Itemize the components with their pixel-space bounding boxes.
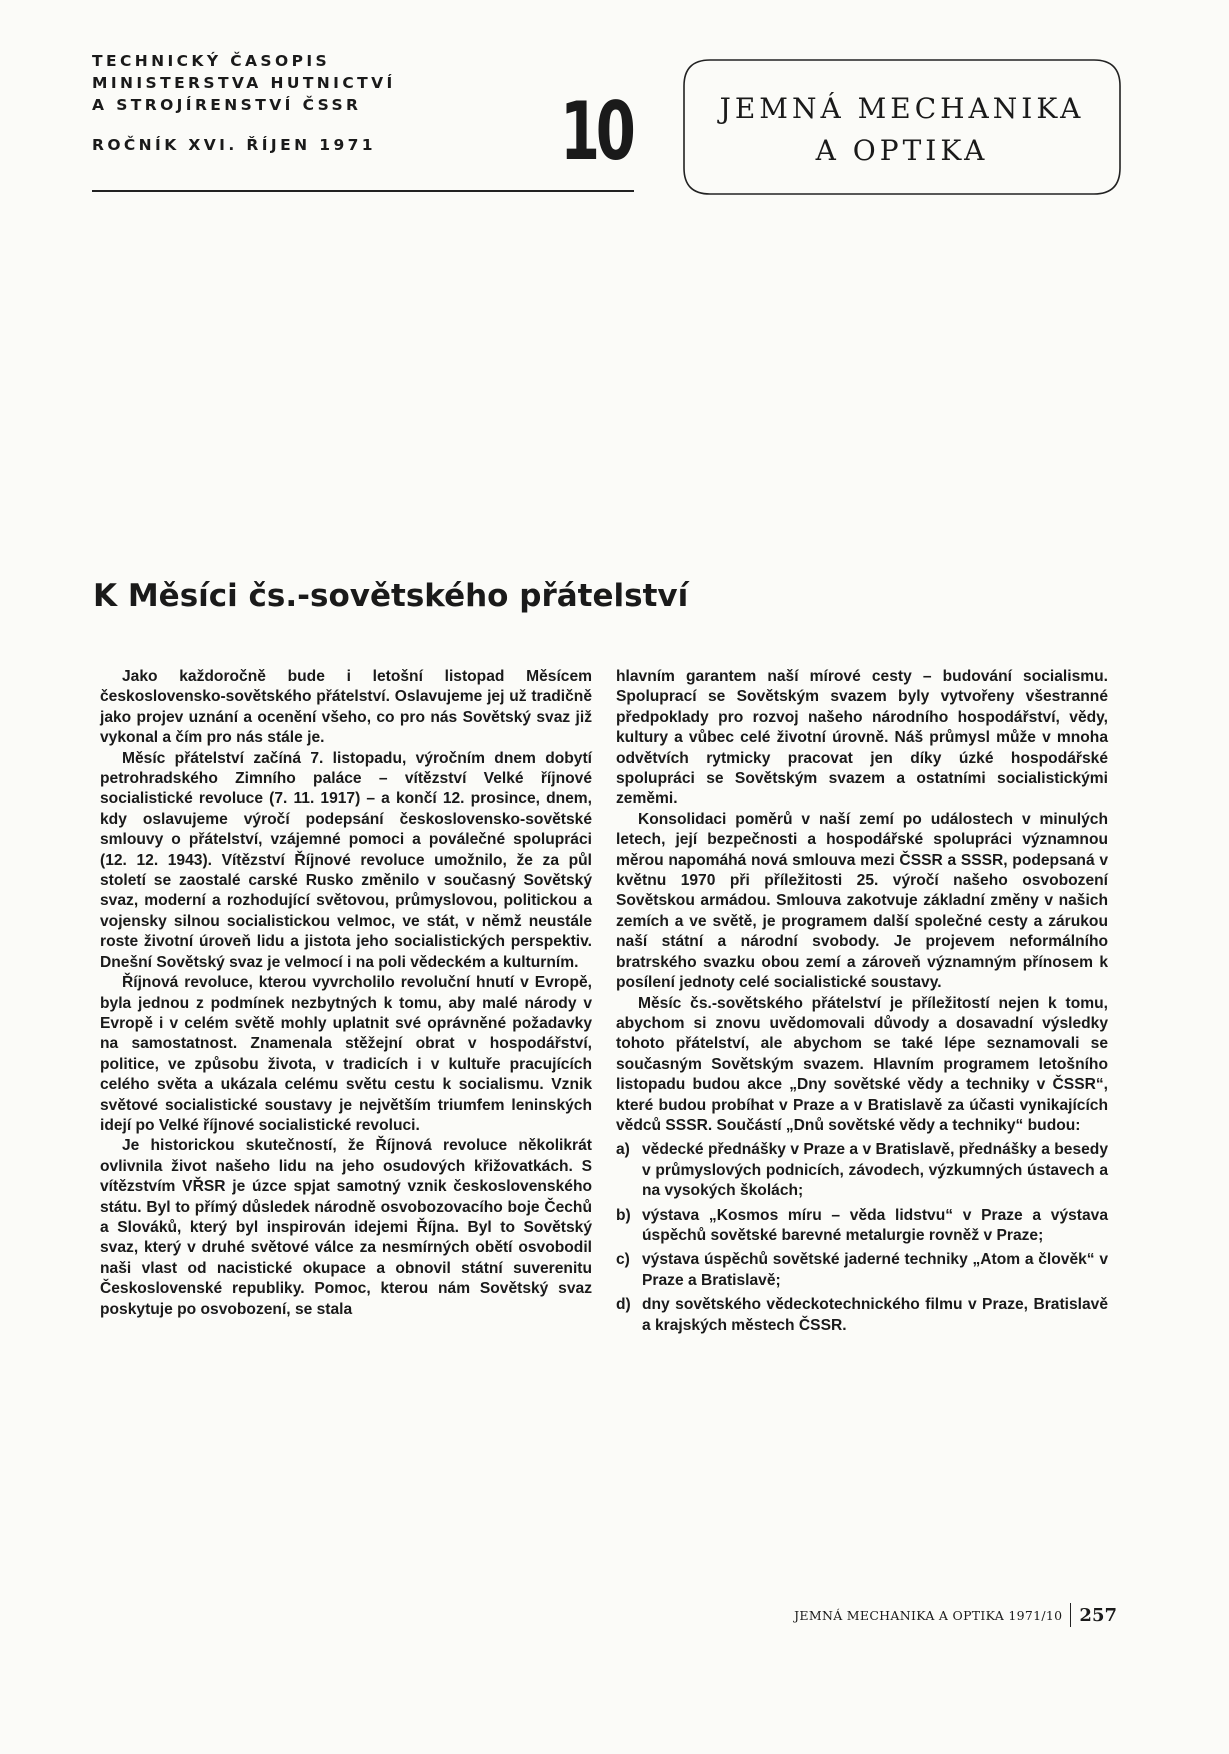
list-item [616, 1140, 1108, 1201]
paragraph: Měsíc čs.-sovětského přátelství je příležitostí nejen k tomu, abychom si znovu uvědomovali důvody a dosavadní výsledky tohoto přátelství, ale abychom se také lépe seznamovali se současným Sovětským svazem. Hlavním programem letošního listopadu budou akce „Dny sovětské vědy a techniky v ČSSR“, které budou probíhat v Praze a v Bratislavě za účasti vynikajících vědců SSSR. Součástí „Dnů sovětské vědy a techniky“ budou: [616, 994, 1108, 1134]
paragraph: Konsolidaci poměrů v naší zemí po událostech v minulých letech, její bezpečnosti a hospodářské spolupráci významnou měrou napomáhá nová smlouva mezi ČSSR a SSSR, podepsaná v květnu 1970 při příležitosti 25. výročí našeho osvobození Sovětskou armádou. Smlouva zakotvuje základní změny v našich zemích a ve světě, je programem další společné cesty a zárukou naší státní a národní svobody. Je projevem neformálního bratrského svazku obou zemí a zároveň významným přínosem k posílení jednoty celé socialistické soustavy. [616, 810, 1108, 992]
list-text: výstava „Kosmos míru – věda lidstvu“ v Praze a výstava úspěchů sovětské barevné metalurgie rovněž v Praze; [642, 1206, 1108, 1244]
list-item [616, 1295, 1108, 1336]
journal-title [680, 88, 1124, 172]
footer-journal: JEMNÁ MECHANIKA A OPTIKA 1971/10 [794, 1607, 1063, 1623]
paragraph: Jako každoročně bude i letošní listopad Měsícem československo-sovětského přátelství. Oslavujeme jej už tradičně jako projev uznání a ocenění všeho, co pro nás Sovětský svaz již vykonal a čím pro nás stále je. [100, 668, 592, 747]
issue-number: 10 [560, 85, 632, 178]
journal-title-box [680, 56, 1124, 198]
list-text: výstava úspěchů sovětské jaderné techniky „Atom a člověk“ v Praze a Bratislavě; [642, 1251, 1108, 1289]
paragraph: Říjnová revoluce, kterou vyvrcholilo revoluční hnutí v Evropě, byla jednou z podmínek nezbytných k tomu, aby malé národy v Evropě i v celém světě mohly uplatnit své oprávněné požadavky na samostatnost. Znamenala stěžejní obrat v hospodářství, politice, ve způsobu života, v tradicích i v kultuře pracujících celého světa a ukázala celému světu cestu k socialismu. Vznik světové socialistické soustavy je největším triumfem leninských idejí po Velké říjnové socialistické revoluci. [100, 974, 592, 1134]
volume-line: ROČNÍK XVI. ŘÍJEN 1971 [92, 136, 376, 154]
masthead-line: TECHNICKÝ ČASOPIS [92, 52, 331, 70]
masthead-line: A STROJÍRENSTVÍ ČSSR [92, 96, 362, 114]
list-item [616, 1206, 1108, 1247]
paragraph: Je historickou skutečností, že Říjnová revoluce několikrát ovlivnila život našeho lidu na jeho osudových křižovatkách. S vítězstvím VŘSR je úzce spjat samotný vznik československého státu. Byl to přímý důsledek národně osvobozovacího boje Čechů a Slováků, který byl inspirován idejemi Října. Byl to Sovětský svaz, který v druhé světové válce za nesmírných obětí osvobodil naši vlast od nacistické okupace a obnovil státní suverenitu Československé republiky. Pomoc, kterou nám Sovětský svaz poskytuje po osvobození, se stala [100, 1137, 592, 1318]
page-footer [794, 1603, 1117, 1627]
masthead-line: MINISTERSTVA HUTNICTVÍ [92, 74, 396, 92]
header-rule [92, 190, 634, 192]
paragraph: hlavním garantem naší mírové cesty – budování socialismu. Spoluprací se Sovětským svazem byly vytvořeny všestranné předpoklady pro rozvoj našeho národního hospodářství, vědy, kultury a vůbec celé životní úrovně. Náš průmysl může v mnoha odvětvích rytmicky pracovat jen díky úzké hospodářské spolupráci se Sovětským svazem a ostatními socialistickými zeměmi. [616, 668, 1108, 808]
paragraph: Měsíc přátelství začíná 7. listopadu, výročním dnem dobytí petrohradského Zimního paláce – vítězství Velké říjnové socialistické revoluce (7. 11. 1917) – a končí 12. prosince, dnem, kdy oslavujeme výročí podepsání československo-sovětské smlouvy o přátelství, vzájemné pomoci a poválečné spolupráci (12. 12. 1943). Vítězství Říjnové revoluce umožnilo, že za půl století se zaostalé carské Rusko změnilo v současný Sovětský svaz, moderní a rozhodující světovou, průmyslovou, politickou a vojensky silnou socialistickou velmoc, ve stát, v němž neustále roste životní úroveň lidu a jistota jeho socialistických perspektiv. Dnešní Sovětský svaz je velmocí i na poli vědeckém a kulturním. [100, 749, 592, 971]
list-letter: d) [616, 1296, 631, 1314]
page-number: 257 [1079, 1604, 1117, 1626]
list-text: dny sovětského vědeckotechnického filmu v Praze, Bratislavě a krajských městech ČSSR. [642, 1296, 1108, 1334]
event-list [616, 1140, 1108, 1336]
footer-separator [1070, 1603, 1071, 1627]
journal-title-line-1: JEMNÁ MECHANIKA [719, 92, 1085, 125]
list-text: vědecké přednášky v Praze a v Bratislavě, přednášky a besedy v průmyslových podnicích, závodech, výzkumných ústavech a na vysokých školách; [642, 1141, 1108, 1200]
left-column [100, 667, 592, 1320]
right-column [616, 667, 1108, 1336]
article-title: K Měsíci čs.-sovětského přátelství [93, 578, 689, 614]
journal-title-line-2: A OPTIKA [815, 134, 989, 167]
list-letter: c) [616, 1251, 630, 1269]
masthead [92, 50, 632, 156]
list-letter: b) [616, 1206, 631, 1224]
list-letter: a) [616, 1141, 630, 1159]
list-item [616, 1250, 1108, 1291]
